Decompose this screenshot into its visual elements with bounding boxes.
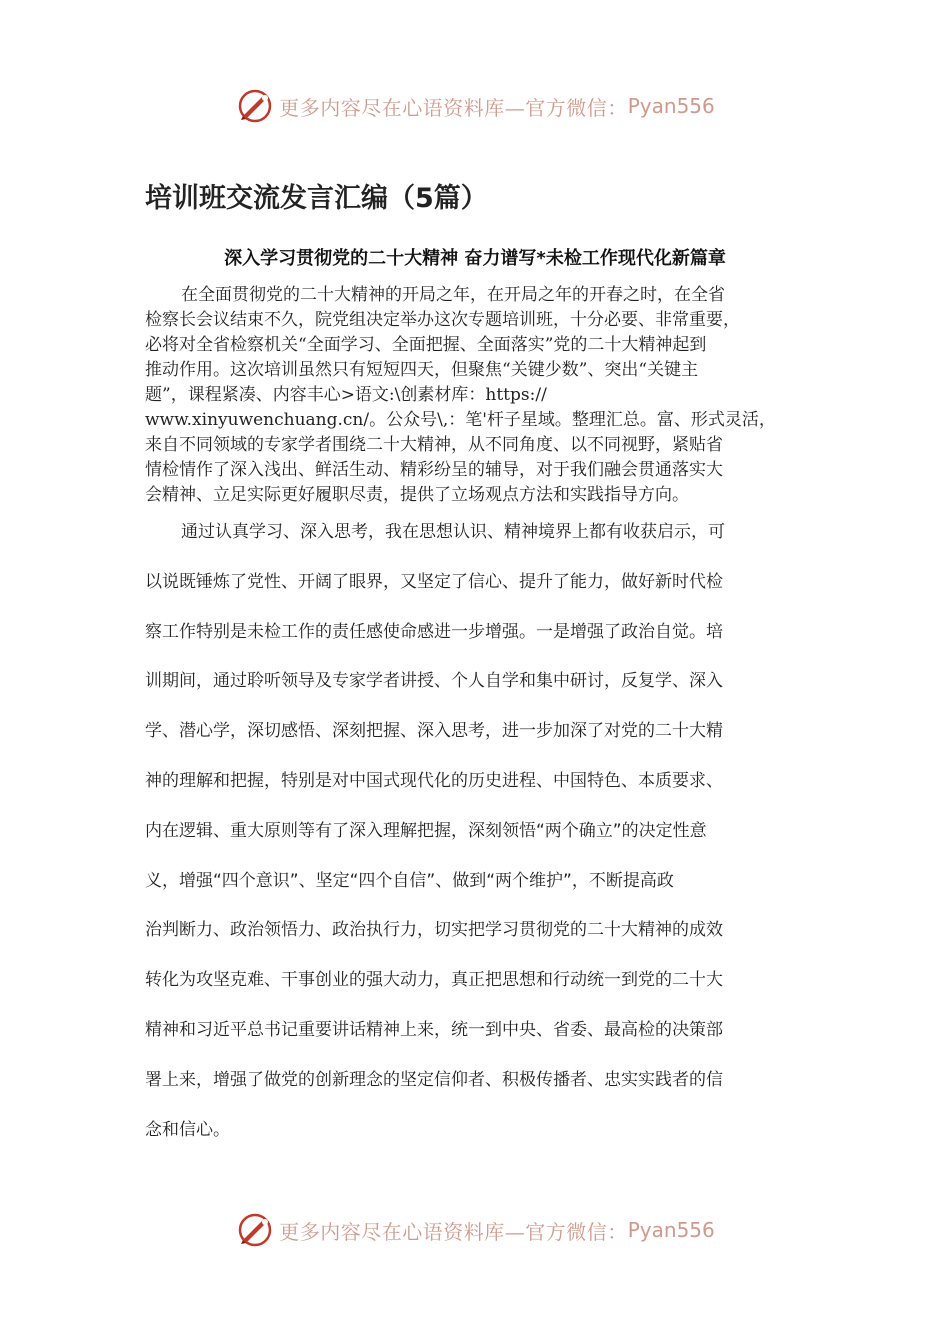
text-line: 来自不同领域的专家学者围绕二十大精神，从不同角度、以不同视野，紧贴省 (145, 435, 723, 455)
banner-text: 更多内容尽在心语资料库—官方微信： (279, 1219, 628, 1244)
text-line: 推动作用。这次培训虽然只有短短四天，但聚焦“关键少数”、突出“关键主 (145, 360, 699, 380)
text-line: 必将对全省检察机关“全面学习、全面把握、全面落实”党的二十大精神起到 (145, 335, 707, 355)
section-subtitle: 深入学习贯彻党的二十大精神 奋力谱写*未检工作现代化新篇章 (224, 248, 726, 269)
text-line: 念和信心。 (145, 1119, 230, 1140)
text-line: 训期间，通过聆听领导及专家学者讲授、个人自学和集中研讨，反复学、深入 (145, 671, 723, 692)
text-line: 会精神、立足实际更好履职尽责，提供了立场观点方法和实践指导方向。 (145, 485, 689, 505)
text-line: 情检情作了深入浅出、鲜活生动、精彩纷呈的辅导，对于我们融会贯通落实大 (145, 460, 723, 480)
text-line: 义，增强“四个意识”、坚定“四个自信”、做到“两个维护”，不断提高政 (145, 870, 674, 891)
text-line: 检察长会议结束不久，院党组决定举办这次专题培训班，十分必要、非常重要， (145, 310, 740, 330)
text-line: 治判断力、政治领悟力、政治执行力，切实把学习贯彻党的二十大精神的成效 (145, 920, 723, 941)
banner-text: 更多内容尽在心语资料库—官方微信： (279, 95, 628, 120)
text-line: 学、潜心学，深切感悟、深刻把握、深入思考，进一步加深了对党的二十大精 (145, 721, 723, 742)
text-line: 精神和习近平总书记重要讲话精神上来，统一到中央、省委、最高检的决策部 (145, 1019, 723, 1040)
text-line: 神的理解和把握，特别是对中国式现代化的历史进程、中国特色、本质要求、 (145, 770, 723, 791)
text-line: 通过认真学习、深入思考，我在思想认识、精神境界上都有收获启示，可 (181, 522, 725, 542)
paragraph-intro (145, 283, 805, 508)
banner-wechat-id: Pyan556 (627, 1218, 715, 1242)
paragraph-body (145, 508, 805, 1155)
header-banner (0, 84, 950, 128)
document-title: 培训班交流发言汇编（5篇） (145, 183, 488, 214)
text-line: 以说既锤炼了党性、开阔了眼界，又坚定了信心、提升了能力，做好新时代检 (145, 571, 723, 592)
pen-logo-icon (235, 1210, 275, 1250)
banner-wechat-id: Pyan556 (627, 94, 715, 118)
pen-logo-icon (235, 86, 275, 126)
text-line: www.xinyuwenchuang.cn/。公众号\,：笔'杆子星域。整理汇总。富、形式灵活， (145, 410, 776, 430)
text-line: 察工作特别是未检工作的责任感使命感进一步增强。一是增强了政治自觉。培 (145, 621, 723, 642)
text-line: 转化为攻坚克难、干事创业的强大动力，真正把思想和行动统一到党的二十大 (145, 970, 723, 991)
footer-banner (0, 1208, 950, 1252)
text-line: 内在逻辑、重大原则等有了深入理解把握，深刻领悟“两个确立”的决定性意 (145, 820, 707, 841)
text-line: 署上来，增强了做党的创新理念的坚定信仰者、积极传播者、忠实实践者的信 (145, 1069, 723, 1090)
text-line: 在全面贯彻党的二十大精神的开局之年，在开局之年的开春之时，在全省 (181, 285, 725, 305)
text-line: 题”，课程紧凑、内容丰心>语文:\创素材库：https:// (145, 385, 547, 405)
